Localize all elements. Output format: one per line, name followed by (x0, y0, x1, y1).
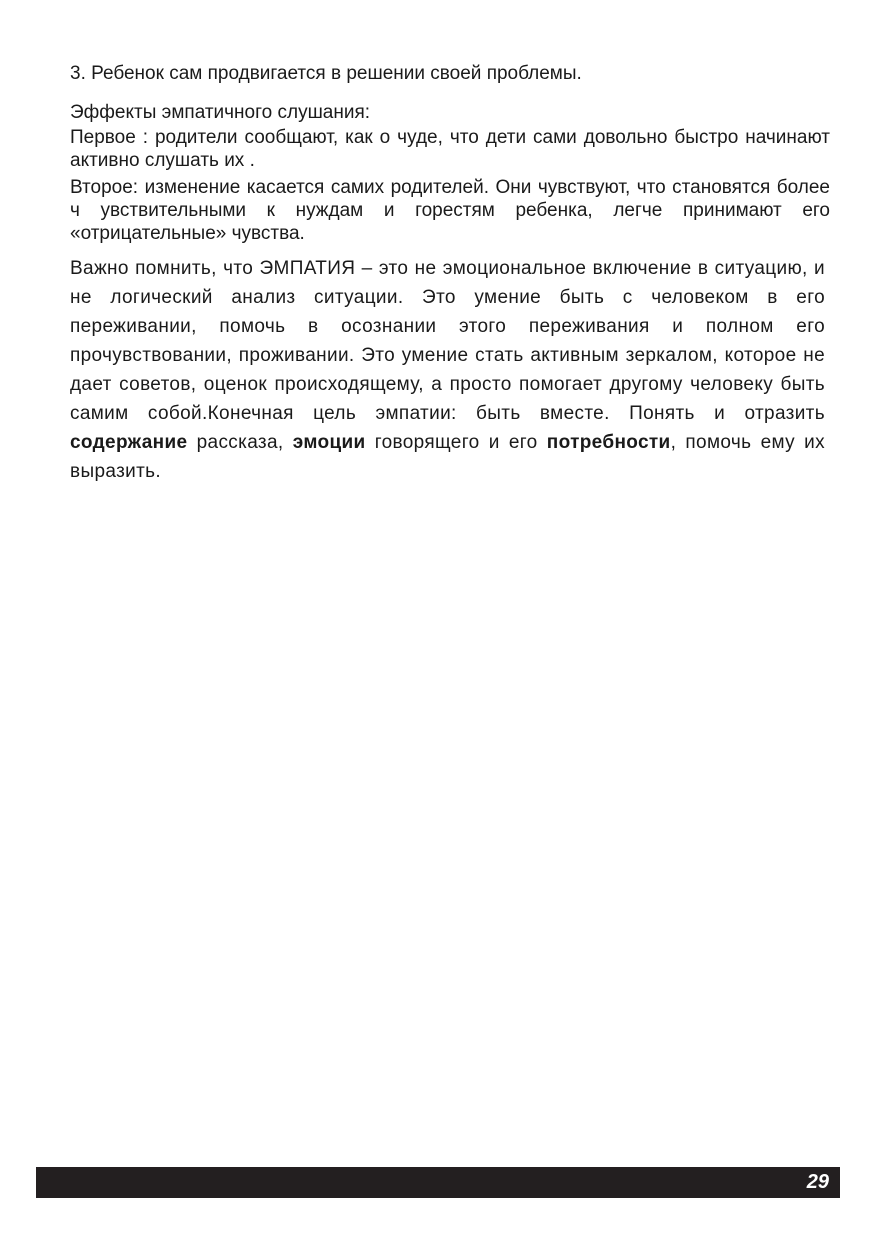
effect-second-paragraph: Второе: изменение касается самих родителей. Они чувствуют, что становятся более ч увствительными к нуждам и горестям ребенка, легче принимают его «отрицательные» чувства. (70, 177, 830, 244)
page-content (70, 62, 830, 486)
effect-first-paragraph: Первое : родители сообщают, как о чуде, что дети сами довольно быстро начинают активно слушать их . (70, 127, 830, 171)
empathy-text-2: рассказа, (187, 432, 293, 453)
empathy-text-4: , помочь ему их выразить. (70, 432, 825, 482)
empathy-text-3: говорящего и его (365, 432, 547, 453)
bold-term-emotions: эмоции (292, 432, 366, 453)
list-item-3: 3. Ребенок сам продвигается в решении своей проблемы. (70, 63, 582, 84)
footer-bar (36, 1167, 840, 1198)
effects-heading: Эффекты эмпатичного слушания: (70, 102, 371, 123)
empathy-paragraph (70, 254, 825, 486)
page-number: 29 (806, 1171, 829, 1193)
bold-term-content: содержание (70, 432, 188, 453)
bold-term-needs: потребности (546, 432, 671, 453)
empathy-text-1: Важно помнить, что ЭМПАТИЯ – это не эмоциональное включение в ситуацию, и не логический анализ ситуации. Это умение быть с человеком в его переживании, помочь в осознании этого переживания и полном его прочувствовании, проживании. Это умение стать активным зеркалом, которое не дает советов, оценок происходящему, а просто помогает другому человеку быть самим собой.Конечная цель эмпатии: быть вместе. Понять и отразить (70, 258, 825, 424)
